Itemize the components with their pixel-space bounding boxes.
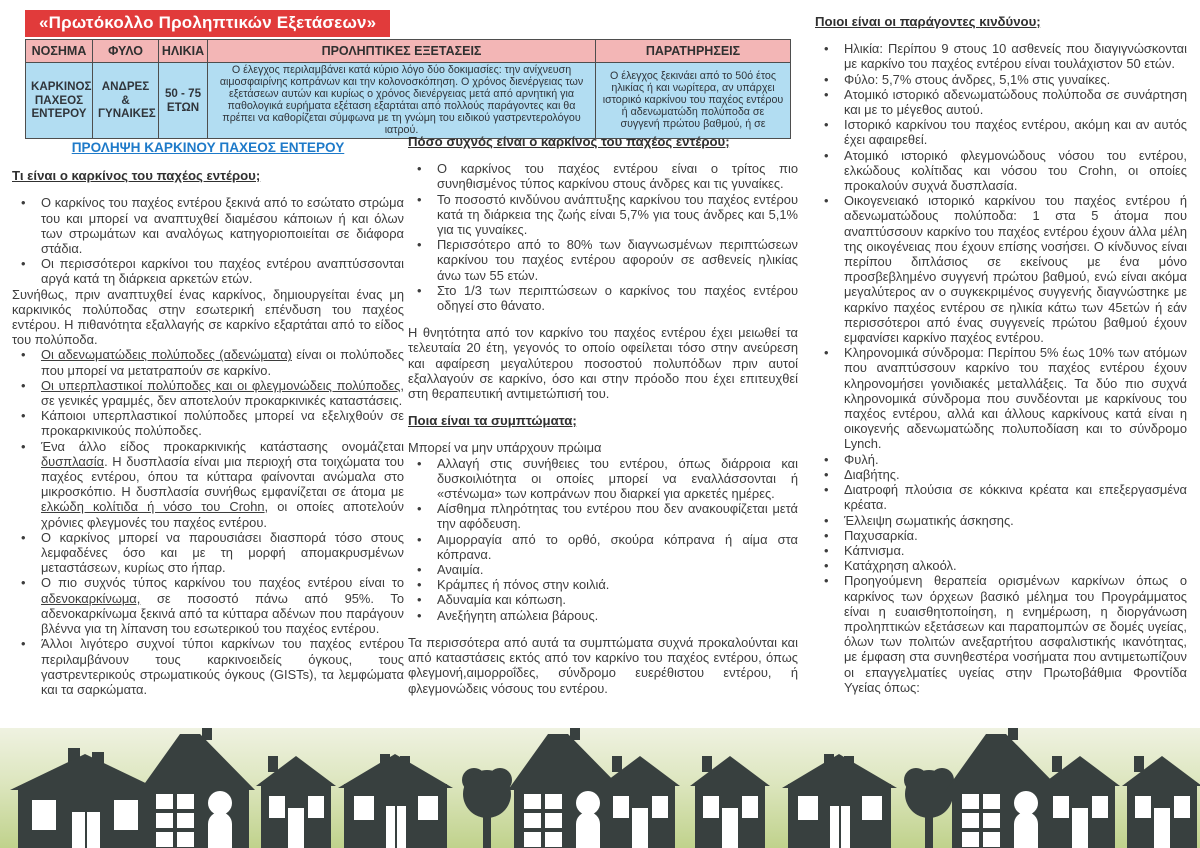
text-segment: Μπορεί να μην υπάρχουν πρώιμα (408, 440, 602, 456)
paragraph (408, 635, 798, 696)
bullet-item (12, 408, 404, 438)
text-segment: Φύλο: 5,7% στους άνδρες, 5,1% στις γυναίκες. (844, 71, 1111, 87)
table-header-row (26, 40, 791, 63)
bullet-item (815, 72, 1187, 87)
bullet-item (815, 528, 1187, 543)
bullet-marker: • (21, 575, 26, 591)
bullet-text (844, 72, 1110, 87)
bullet-marker: • (824, 451, 829, 467)
bullet-item (815, 452, 1187, 467)
bullet-marker: • (21, 377, 26, 393)
text-segment: Αλλαγή στις συνήθειες του εντέρου, όπως διάρροια και δυσκοιλιότητα οι οποίες μπορεί να εναλλάσσονται ή «στένωμα» των κοπράνων που διαρκεί για αρκετές ημέρες. (437, 455, 798, 502)
bullet-item (408, 283, 798, 313)
left-column (12, 140, 404, 697)
cell-age: 50 - 75 ΕΤΩΝ (159, 63, 208, 139)
bullet-text (41, 575, 404, 636)
bullet-text (437, 161, 798, 191)
bullet-item (12, 530, 404, 576)
bullet-text (41, 195, 404, 256)
bullet-marker: • (417, 562, 422, 578)
right-column (815, 14, 1187, 695)
bullet-text (844, 117, 1187, 147)
bullet-item (12, 439, 404, 530)
text-segment: Ο καρκίνος μπορεί να παρουσιάσει διασπορά τόσο στους λεμφαδένες όσο και με τη μορφή απομακρυσμένων μεταστάσεων, κυρίως στο ήπαρ. (41, 529, 404, 576)
bullet-item (12, 256, 404, 286)
bullet-text (844, 528, 918, 543)
bullet-item (815, 345, 1187, 451)
bullet-item (815, 543, 1187, 558)
text-segment: , σε γενικές γραμμές, δεν αποτελούν προκαρκινικές καταστάσεις. (41, 377, 404, 409)
bullet-item (408, 562, 798, 577)
text-segment: Διατροφή πλούσια σε κόκκινα κρέατα και επεξεργασμένα κρέατα. (844, 482, 1187, 513)
middle-column (408, 134, 798, 696)
bullet-item (815, 573, 1187, 695)
bullet-marker: • (21, 438, 26, 454)
bullet-text (437, 192, 798, 237)
bullet-item (12, 575, 404, 636)
text-segment: Τι είναι ο καρκίνος του παχέος εντέρου; (12, 168, 261, 184)
bullet-text (844, 87, 1187, 117)
col-header-notes: ΠΑΡΑΤΗΡΗΣΕΙΣ (596, 40, 791, 63)
house-skyline-graphic (0, 728, 1200, 848)
text-segment: Ανεξήγητη απώλεια βάρους. (437, 607, 599, 623)
text-segment: Οι αδενωματώδεις πολύποδες (αδενώματα) (41, 347, 292, 363)
text-segment: ελκώδη κολίτιδα ή νόσο του Crohn (41, 499, 265, 515)
text-segment: Αδυναμία και κόπωση. (437, 592, 566, 608)
text-segment: είναι οι πολύποδες που μπορεί να μετατραπούν σε καρκίνο. (41, 347, 404, 378)
text-segment: Φυλή. (844, 451, 879, 467)
text-segment: Ένα άλλο είδος προκαρκινικής κατάστασης ονομάζεται (41, 438, 404, 454)
bullet-text (844, 573, 1187, 694)
bullet-marker: • (417, 455, 422, 471)
footer-illustration (0, 728, 1200, 848)
text-segment: Ο καρκίνος του παχέος εντέρου ξεκινά από το εσώτατο στρώμα του και μπορεί να αναπτυχθεί διαμέσου κάποιων ή και όλων των στρωμάτων και αναλόγως κατηγοριοποιείται σε διάφορα στάδια. (41, 195, 404, 257)
bullet-item (408, 501, 798, 531)
left-column-title: ΠΡΟΛΗΨΗ ΚΑΡΚΙΝΟΥ ΠΑΧΕΟΣ ΕΝΤΕΡΟΥ (71, 140, 345, 155)
table-title: «Πρωτόκολλο Προληπτικών Εξετάσεων» (25, 10, 390, 37)
text-segment: Κράμπες ή πόνος στην κοιλιά. (437, 577, 610, 593)
text-segment: Ο πιο συχνός τύπος καρκίνου του παχέος εντέρου είναι το (41, 575, 404, 591)
bullet-text (844, 193, 1187, 345)
bullet-marker: • (824, 573, 829, 589)
bullet-marker: • (824, 558, 829, 574)
col-header-sex: ΦΥΛΟ (93, 40, 159, 63)
bullet-item (815, 467, 1187, 482)
bullet-text (844, 482, 1187, 512)
text-segment: Ιστορικό καρκίνου του παχέος εντέρου, ακόμη και αν αυτός έχει αφαιρεθεί. (844, 117, 1187, 148)
bullet-item (408, 532, 798, 562)
bullet-text (437, 577, 609, 592)
text-segment: Διαβήτης. (844, 466, 900, 482)
bullet-text (41, 530, 404, 575)
bullet-item (408, 456, 798, 502)
text-segment: Οικογενειακό ιστορικό καρκίνου του παχέος εντέρου ή αδενωματώδους πολύποδα: 1 στα 5 άτομα που αναπτύσσουν καρκίνο του παχέος εντέρου έχουν άλλα μέλη της οικογένειας που έχουν επίσης νοσήσει. Ο κίνδυνος είναι περίπου διπλάσιος σε εκείνους με ένα μόνο προσβεβλημένο συγγενή πρώτου βαθμού, ενώ είναι ακόμα μεγαλύτερος αν ο συγκεκριμένος συγγενής διαγνώστηκε με καρκίνο παχέος εντέρου σε ηλικία κάτω των 45ετών ή εάν περισσότεροι από ένας συγγενείς πρώτου βαθμού έχουν εμφανίσει καρκίνο παχέος εντέρου. (844, 193, 1187, 346)
cell-disease: ΚΑΡΚΙΝΟΣ ΠΑΧΕΟΣ ΕΝΤΕΡΟΥ (26, 63, 93, 139)
bullet-marker: • (417, 191, 422, 207)
bullet-text (41, 439, 404, 530)
text-segment: Ποια είναι τα συμπτώματα; (408, 413, 577, 429)
bullet-text (844, 513, 1014, 528)
section-heading (815, 14, 1187, 29)
text-segment: Αναιμία. (437, 562, 484, 578)
text-segment: Η θνητότητα από τον καρκίνο του παχέος εντέρου έχει μειωθεί τα τελευταία 20 έτη, γεγονός το οποίο οφείλεται τόσο στην ανεύρεση και αφαίρεση μεγαλύτερου ποσοστού πολυπόδων πριν αυτοί εξαλλαγούν σε καρκίνο, όσο και στην πρόοδο που έχει επιτευχθεί στη θεραπευτική αντιμετώπισή του. (408, 325, 798, 402)
bullet-text (437, 562, 483, 577)
col-header-disease: ΝΟΣΗΜΑ (26, 40, 93, 63)
text-segment: Το ποσοστό κινδύνου ανάπτυξης καρκίνου του παχέος εντέρου κατά τη διάρκεια της ζωής είναι 5,7% για τους άνδρες και 5,1% για τις γυναίκες. (437, 191, 798, 238)
bullet-marker: • (824, 147, 829, 163)
text-segment: Στο 1/3 των περιπτώσεων ο καρκίνος του παχέος εντέρου οδηγεί στο θάνατο. (437, 282, 798, 314)
bullet-marker: • (417, 161, 422, 177)
text-segment: , οι οποίες αποτελούν χρόνιες φλεγμονές του παχέος εντέρου. (41, 499, 404, 530)
text-segment: δυσπλασία (41, 453, 105, 469)
bullet-marker: • (824, 117, 829, 133)
bullet-text (437, 532, 798, 562)
text-segment: Κατάχρηση αλκοόλ. (844, 558, 957, 574)
text-segment: Οι περισσότεροι καρκίνοι του παχέος εντέρου αναπτύσσονται αργά κατά τη διάρκεια αρκετών ετών. (41, 256, 404, 287)
bullet-marker: • (21, 529, 26, 545)
text-segment: . Η δυσπλασία είναι μια περιοχή στα τοιχώματα του παχέος εντέρου, όπου τα κύτταρα φαίνονται ανώμαλα στο μικροσκόπιο. Η δυσπλασία συνήθως εμφανίζεται σε άτομα με (41, 453, 404, 500)
bullet-text (41, 347, 404, 377)
text-segment: Κληρονομικά σύνδρομα: Περίπου 5% έως 10% των ατόμων που αναπτύσσουν καρκίνο του παχέος εντέρου έχουν κληρονομήσει γονιδιακές μεταλλάξεις. Τα δύο πιο συχνά κληρονομικά σύνδρομα που συνδέονται με καρκίνους του παχέος εντέρου, αλλά και άλλους καρκίνους κατά είναι η οικογενής αδενωματώδης πολυποδίαση και το σύνδρομο Lynch. (844, 345, 1187, 452)
bullet-text (41, 636, 404, 697)
paragraph (408, 325, 798, 401)
text-segment: Έλλειψη σωματικής άσκησης. (844, 512, 1014, 528)
bullet-item (408, 192, 798, 238)
bullet-text (437, 456, 798, 501)
table-row (26, 63, 791, 139)
bullet-text (41, 378, 404, 408)
text-segment: Ατομικό ιστορικό φλεγμονώδους νόσου του εντέρου, ελκώδους κολίτιδας και νόσου του Crohn, οι οποίες προκαλούν συχνά δυσπλασία. (844, 147, 1187, 194)
bullet-marker: • (824, 71, 829, 87)
left-column-content (12, 168, 404, 697)
text-segment: Πόσο συχνός είναι ο καρκίνος του παχέος εντέρου; (408, 134, 730, 149)
paragraph (12, 287, 404, 348)
cell-sex: ΑΝΔΡΕΣ & ΓΥΝΑΙΚΕΣ (93, 63, 159, 139)
bullet-item (12, 636, 404, 697)
text-segment: Προηγούμενη θεραπεία ορισμένων καρκίνων όπως ο καρκίνος των όρχεων βασικό μέλημα του Προγράμματος είναι η ευαισθητοποίηση, η ενημέρωση, η διοργάνωση προληπτικών εξετάσεων και παραπομπών σε δομές υγείας, όλων των πολιτών ανεξαρτήτου ασφαλιστικής ικανότητας, με έμφαση στα συνηθεστέρα νοσήματα που αντιμετωπίζουν οι επαγγελματίες υγείας στην Πρωτοβάθμια Φροντίδα Υγείας όπως: (844, 573, 1187, 695)
bullet-text (41, 408, 404, 438)
bullet-item (815, 41, 1187, 71)
section-heading (408, 134, 798, 149)
bullet-marker: • (824, 482, 829, 498)
bullet-marker: • (417, 577, 422, 593)
text-segment: Ποιοι είναι οι παράγοντες κινδύνου; (815, 14, 1041, 29)
bullet-marker: • (417, 237, 422, 253)
bullet-item (815, 482, 1187, 512)
bullet-text (844, 467, 900, 482)
bullet-marker: • (824, 41, 829, 57)
bullet-text (844, 41, 1187, 71)
bullet-item (408, 237, 798, 283)
cell-exams: Ο έλεγχος περιλαμβάνει κατά κύριο λόγο δύο δοκιμασίες: την ανίχνευση αιμοσφαιρίνης κοπράνων και την κολονοσκόπηση. Ο χρόνος διενέργειας των εξετάσεων αυτών και κυρίως ο χρόνος διενέργειας μετά από αρνητική για παθολογικά ευρήματα εξέταση εξαρτάται από πολλούς παράγοντες και θα πρέπει να καθορίζεται σύμφωνα με τη γνώμη του ειδικού γαστρεντερολόγου ιατρού. (208, 63, 596, 139)
bullet-marker: • (417, 501, 422, 517)
bullet-marker: • (824, 193, 829, 209)
section-heading (408, 413, 798, 428)
bullet-marker: • (21, 636, 26, 652)
text-segment: Αίσθημα πληρότητας του εντέρου που δεν ανακουφίζεται μετά την αφόδευση. (437, 501, 798, 532)
bullet-text (41, 256, 404, 286)
bullet-item (12, 347, 404, 377)
bullet-marker: • (417, 607, 422, 623)
screening-protocol-table (25, 10, 790, 139)
bullet-marker: • (21, 347, 26, 363)
text-segment: Οι υπερπλαστικοί πολύποδες και οι φλεγμονώδεις πολύποδες (41, 377, 401, 393)
text-segment: αδενοκαρκίνωμα, (41, 590, 141, 606)
bullet-text (437, 237, 798, 282)
bullet-text (844, 452, 879, 467)
bullet-item (12, 378, 404, 408)
bullet-item (815, 87, 1187, 117)
bullet-marker: • (824, 466, 829, 482)
text-segment: σε ποσοστό πάνω από 95%. Το αδενοκαρκίνωμα ξεκινά από τα κύτταρα αδένων που παράγουν βλέννα για τη λίπανση του εσωτερικού του παχέος εντέρου. (41, 590, 404, 637)
bullet-item (408, 161, 798, 191)
bullet-marker: • (417, 282, 422, 298)
bullet-item (815, 558, 1187, 573)
bullet-marker: • (824, 86, 829, 102)
bullet-item (815, 148, 1187, 194)
bullet-text (437, 592, 566, 607)
paragraph (408, 440, 798, 455)
bullet-item (408, 592, 798, 607)
bullet-item (12, 195, 404, 256)
bullet-text (844, 148, 1187, 193)
bullet-marker: • (417, 592, 422, 608)
bullet-text (437, 283, 798, 313)
bullet-marker: • (824, 542, 829, 558)
bullet-marker: • (824, 512, 829, 528)
text-segment: Ηλικία: Περίπου 9 στους 10 ασθενείς που διαγιγνώσκονται με καρκίνο του παχέος εντέρου είναι τουλάχιστον 50 ετών. (844, 41, 1187, 72)
text-segment: Τα περισσότερα από αυτά τα συμπτώματα συχνά προκαλούνται και από καταστάσεις εκτός από τον καρκίνο του παχέος εντέρου, όπως φλεγμονή,αιμορροΐδες, σύνδρομο ευερέθιστου εντέρου, ή φλεγμονώδεις νόσους του εντέρου. (408, 634, 798, 696)
bullet-marker: • (21, 195, 26, 211)
section-heading (12, 168, 404, 183)
bullet-item (408, 608, 798, 623)
text-segment: Παχυσαρκία. (844, 527, 918, 543)
bullet-marker: • (824, 345, 829, 361)
text-segment: Άλλοι λιγότερο συχνοί τύποι καρκίνων του παχέος εντέρου περιλαμβάνουν τους καρκινοειδείς όγκους, τους γαστρεντερικούς στρωματικούς όγκους (GISTs), τα λεμφώματα και τα σαρκώματα. (41, 636, 404, 697)
bullet-marker: • (417, 531, 422, 547)
bullet-text (437, 608, 598, 623)
text-segment: Περισσότερο από το 80% των διαγνωσμένων περιπτώσεων καρκίνου του παχέος εντέρου αφορούν σε ασθενείς ηλικίας άνω των 55 ετών. (437, 237, 798, 283)
protocol-table (25, 39, 791, 139)
bullet-item (815, 193, 1187, 345)
text-segment: Αιμορραγία από το ορθό, σκούρα κόπρανα ή αίμα στα κόπρανα. (437, 531, 798, 562)
col-header-exams: ΠΡΟΛΗΠΤΙΚΕΣ ΕΞΕΤΑΣΕΙΣ (208, 40, 596, 63)
cell-notes: Ο έλεγχος ξεκινάει από το 50ό έτος ηλικίας ή και νωρίτερα, αν υπάρχει ιστορικό καρκίνου του παχέος εντέρου ή αδενωματώδη πολύποδα σε συγγενή πρώτου βαθμού, ή σε (596, 63, 791, 139)
bullet-text (844, 543, 905, 558)
bullet-text (437, 501, 798, 531)
bullet-marker: • (21, 408, 26, 424)
bullet-item (815, 117, 1187, 147)
text-segment: Ο καρκίνος του παχέος εντέρου είναι ο τρίτος πιο συνηθισμένος τύπος καρκίνου στους άνδρες και τις γυναίκες. (437, 161, 798, 192)
text-segment: Συνήθως, πριν αναπτυχθεί ένας καρκίνος, δημιουργείται ένας μη καρκινικός πολύποδας στην εσωτερική επένδυση του παχέος εντέρου. Η πιθανότητα εξαλλαγής σε καρκίνο εξαρτάται από το είδος του πολύποδα. (12, 286, 404, 348)
text-segment: Ατομικό ιστορικό αδενωματώδους πολύποδα σε συνάρτηση και με το μέγεθος αυτού. (844, 86, 1187, 118)
bullet-item (815, 513, 1187, 528)
bullet-marker: • (21, 256, 26, 272)
text-segment: Κάπνισμα. (844, 542, 905, 558)
col-header-age: ΗΛΙΚΙΑ (159, 40, 208, 63)
text-segment: Κάποιοι υπερπλαστικοί πολύποδες μπορεί να εξελιχθούν σε προκαρκινικούς πολύποδες. (41, 408, 404, 439)
bullet-text (844, 345, 1187, 451)
bullet-item (408, 577, 798, 592)
bullet-marker: • (824, 527, 829, 543)
bullet-text (844, 558, 957, 573)
